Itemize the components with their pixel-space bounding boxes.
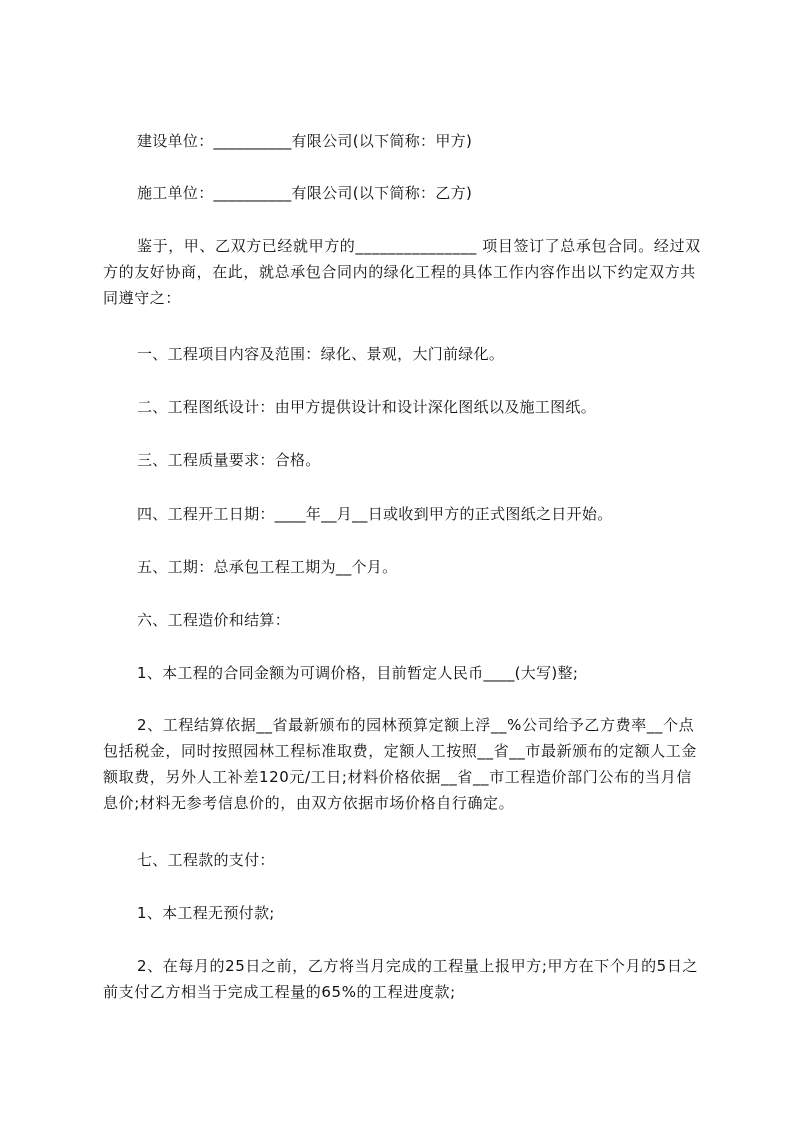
clause-5-duration: 五、工期：总承包工程工期为__个月。 <box>137 558 398 576</box>
party-a-line: 建设单位：__________有限公司(以下简称：甲方) <box>137 132 473 150</box>
clause-4-start-date: 四、工程开工日期：____年__月__日或收到甲方的正式图纸之日开始。 <box>137 505 613 523</box>
party-b-line: 施工单位：__________有限公司(以下简称：乙方) <box>137 184 473 202</box>
clause-6-item-2: 2、工程结算依据__省最新颁布的园林预算定额上浮__%公司给予乙方费率__个点包括税金，同时按照园林工程标准取费，定额人工按照__省__市最新颁布的定额人工金额取费，另外人工补差120元/工日;材料价格依据__省__市工程造价部门公布的当月信息价;材料无参考信息价的，由双方依据市场价格自行确定。 <box>103 716 698 812</box>
preamble-paragraph: 鉴于，甲、乙双方已经就甲方的_______________ 项目签订了总承包合同。经过双方的友好协商，在此，就总承包合同内的绿化工程的具体工作内容作出以下约定双方共同遵守之： <box>103 237 701 307</box>
clause-7-item-2: 2、在每月的25日之前，乙方将当月完成的工程量上报甲方;甲方在下个月的5日之前支付乙方相当于完成工程量的65%的工程进度款; <box>103 957 699 1001</box>
clause-2-drawings: 二、工程图纸设计：由甲方提供设计和设计深化图纸以及施工图纸。 <box>137 398 597 416</box>
clause-7-heading: 七、工程款的支付： <box>137 851 275 869</box>
clause-1-scope: 一、工程项目内容及范围：绿化、景观，大门前绿化。 <box>137 345 505 363</box>
clause-7-item-1: 1、本工程无预付款; <box>137 904 275 922</box>
clause-6-heading: 六、工程造价和结算： <box>137 611 291 629</box>
clause-3-quality: 三、工程质量要求：合格。 <box>137 451 321 469</box>
clause-6-item-1: 1、本工程的合同金额为可调价格，目前暂定人民币____(大写)整; <box>137 664 579 682</box>
